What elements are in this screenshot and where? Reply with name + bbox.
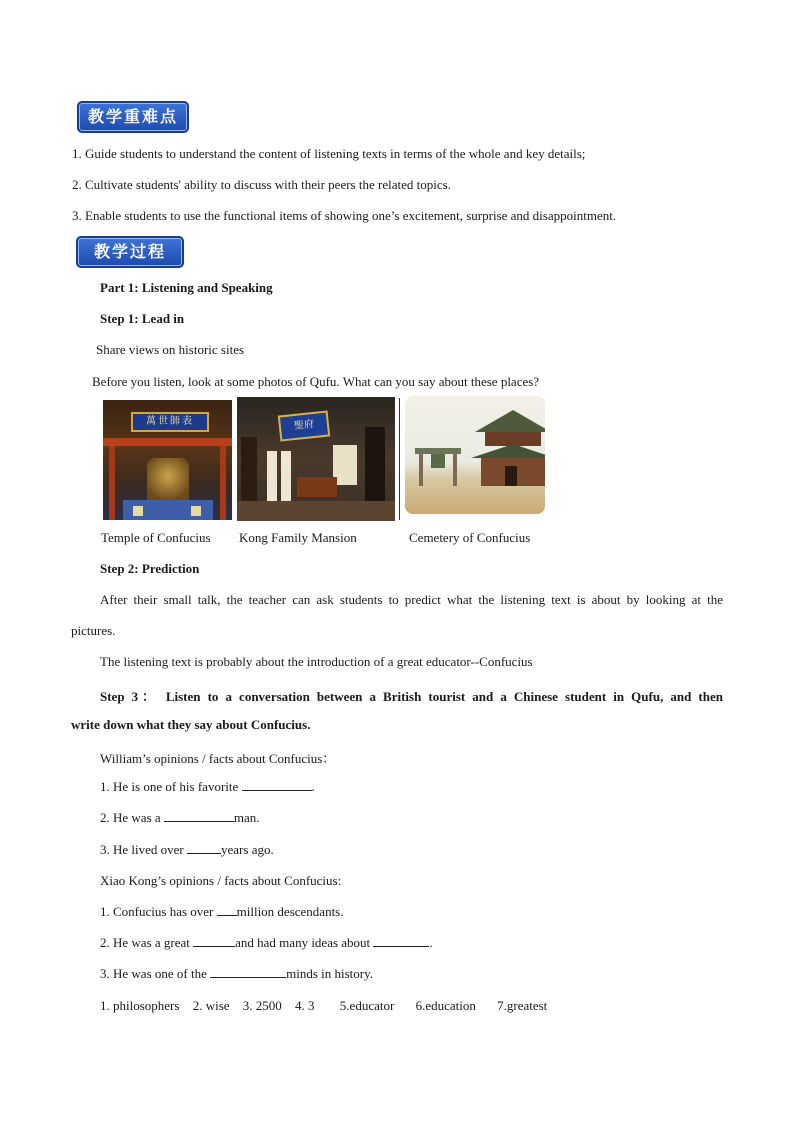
william-q3 — [100, 842, 274, 858]
blank-input[interactable] — [187, 842, 221, 854]
step2-heading: Step 2: Prediction — [100, 561, 200, 576]
blank-input[interactable] — [373, 935, 429, 947]
william-heading: William’s opinions / facts about Confucius： — [100, 751, 336, 766]
william-q2-end: man. — [233, 810, 260, 825]
caption-cemetery: Cemetery of Confucius — [409, 530, 531, 545]
mansion-sign: 聖府 — [278, 410, 330, 441]
share-views-text: Share views on historic sites — [96, 342, 245, 357]
william-q3-end: years ago. — [221, 842, 274, 857]
key-points-badge: 教学重难点 — [77, 101, 189, 133]
temple-photo — [103, 400, 232, 520]
xiaokong-q1-text: 1. Confucius has over — [100, 904, 217, 919]
key-point-2: 2. Cultivate students' ability to discuss with their peers the related topics. — [72, 177, 451, 192]
answer-item: 6.education — [415, 998, 476, 1013]
answer-item: 5.educator — [339, 998, 395, 1013]
before-listen-text: Before you listen, look at some photos of Qufu. What can you say about these places? — [92, 374, 540, 389]
william-q1-text: 1. He is one of his favorite — [100, 779, 242, 794]
key-point-3: 3. Enable students to use the functional items of showing one’s excitement, surprise and disappointment. — [72, 208, 617, 223]
william-q1-end: . — [311, 779, 315, 794]
xiaokong-q2-mid: and had many ideas about — [235, 935, 374, 950]
xiaokong-heading: Xiao Kong’s opinions / facts about Confucius: — [100, 873, 342, 888]
xiaokong-q2-text: 2. He was a great — [100, 935, 194, 950]
william-q2 — [100, 810, 260, 826]
xiaokong-q3 — [100, 966, 373, 982]
xiaokong-q1-end: million descendants. — [236, 904, 344, 919]
answer-item: 3. 2500 — [242, 998, 282, 1013]
blank-input[interactable] — [210, 966, 286, 978]
teaching-process-badge: 教学过程 — [76, 236, 184, 268]
caption-mansion: Kong Family Mansion — [239, 530, 357, 545]
cemetery-photo — [405, 396, 545, 514]
xiaokong-q2 — [100, 935, 433, 951]
prediction-line2: pictures. — [71, 623, 116, 638]
step3-line1: Step 3： Listen to a conversation between a British tourist and a Chinese student in Qufu, and then — [100, 689, 723, 704]
probably-text: The listening text is probably about the introduction of a great educator--Confucius — [100, 654, 533, 669]
xiaokong-q3-end: minds in history. — [286, 966, 374, 981]
answer-item: 2. wise — [192, 998, 230, 1013]
william-q1 — [100, 779, 315, 795]
answer-key — [100, 998, 547, 1014]
answer-item: 1. philosophers — [100, 998, 180, 1013]
mansion-photo — [237, 397, 395, 521]
xiaokong-q2-end: . — [429, 935, 433, 950]
part1-heading: Part 1: Listening and Speaking — [100, 280, 273, 295]
photo-divider — [399, 398, 400, 520]
key-point-1: 1. Guide students to understand the content of listening texts in terms of the whole and key details; — [72, 146, 586, 161]
answer-item: 7.greatest — [497, 998, 548, 1013]
prediction-line1: After their small talk, the teacher can ask students to predict what the listening text is about by looking at the — [100, 592, 723, 607]
blank-input[interactable] — [217, 904, 237, 916]
xiaokong-q3-text: 3. He was one of the — [100, 966, 211, 981]
blank-input[interactable] — [242, 779, 312, 791]
step3-line2: write down what they say about Confucius. — [71, 717, 311, 732]
blank-input[interactable] — [164, 810, 234, 822]
xiaokong-q1 — [100, 904, 344, 920]
temple-sign: 萬世師表 — [131, 412, 209, 432]
william-q3-text: 3. He lived over — [100, 842, 188, 857]
blank-input[interactable] — [193, 935, 235, 947]
william-q2-text: 2. He was a — [100, 810, 164, 825]
step1-heading: Step 1: Lead in — [100, 311, 185, 326]
caption-temple: Temple of Confucius — [101, 530, 211, 545]
answer-item: 4. 3 — [295, 998, 315, 1013]
